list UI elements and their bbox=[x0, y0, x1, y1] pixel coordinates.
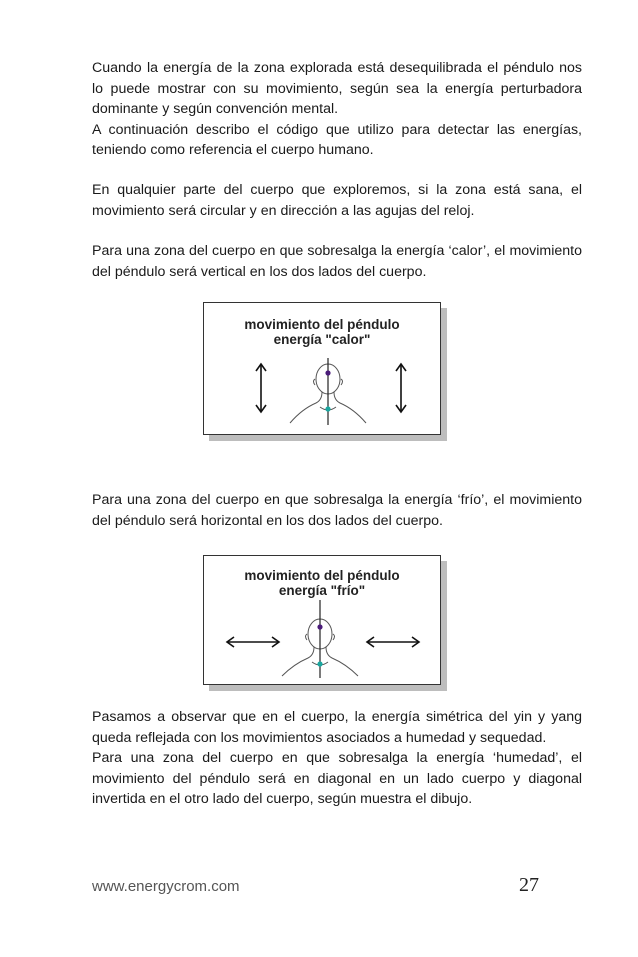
upper-energy-dot bbox=[325, 370, 330, 375]
arrow-vertical-left-icon bbox=[256, 364, 266, 412]
arrow-horizontal-left-icon bbox=[227, 637, 279, 647]
paragraph-yin-yang bbox=[92, 707, 582, 810]
footer-website-link[interactable]: www.energycrom.com bbox=[92, 878, 240, 895]
arrow-horizontal-right-icon bbox=[367, 637, 419, 647]
figure-frio bbox=[203, 555, 447, 691]
page-number: 27 bbox=[519, 874, 539, 896]
paragraph-intro bbox=[92, 58, 582, 161]
figure-calor bbox=[203, 302, 447, 441]
figure-calor-drawing bbox=[204, 303, 442, 436]
figure-frio-frame bbox=[203, 555, 441, 685]
arrow-vertical-right-icon bbox=[396, 364, 406, 412]
figure-frio-title-1: movimiento del péndulo bbox=[244, 568, 400, 583]
paragraph-yin-yang-text: Pasamos a observar que en el cuerpo, la energía simétrica del yin y yang queda reflejada con los movimientos asociados a humedad y sequedad. bbox=[92, 709, 582, 746]
figure-calor-frame bbox=[203, 302, 441, 435]
paragraph-frio: Para una zona del cuerpo en que sobresalga la energía ‘frío’, el movimiento del péndulo será horizontal en los dos lados del cuerpo. bbox=[92, 492, 582, 529]
paragraph-humedad-text: Para una zona del cuerpo en que sobresalga la energía ‘humedad’, el movimiento del péndulo será en diagonal en un lado cuerpo y diagonal invertida en el otro lado del cuerpo, según muestra el dibujo. bbox=[92, 750, 582, 807]
lower-energy-dot bbox=[317, 661, 322, 666]
paragraph-healthy: En qualquier parte del cuerpo que exploremos, si la zona está sana, el movimiento será circular y en dirección a las agujas del reloj. bbox=[92, 182, 582, 219]
figure-frio-title-2: energía "frío" bbox=[278, 583, 366, 598]
figure-frio-drawing bbox=[204, 556, 442, 686]
paragraph-code-text: A continuación describo el código que utilizo para detectar las energías, teniendo como referencia el cuerpo humano. bbox=[92, 121, 582, 158]
paragraph-intro-text: Cuando la energía de la zona explorada está desequilibrada el péndulo nos lo puede mostrar con su movimiento, según sea la energía perturbadora dominante y según convención mental. bbox=[92, 60, 582, 117]
figure-calor-title-1: movimiento del péndulo bbox=[244, 317, 400, 332]
lower-energy-dot bbox=[325, 406, 330, 411]
figure-calor-title-2: energía "calor" bbox=[273, 332, 371, 347]
upper-energy-dot bbox=[317, 624, 322, 629]
paragraph-calor: Para una zona del cuerpo en que sobresalga la energía ‘calor’, el movimiento del péndulo será vertical en los dos lados del cuerpo. bbox=[92, 243, 582, 280]
